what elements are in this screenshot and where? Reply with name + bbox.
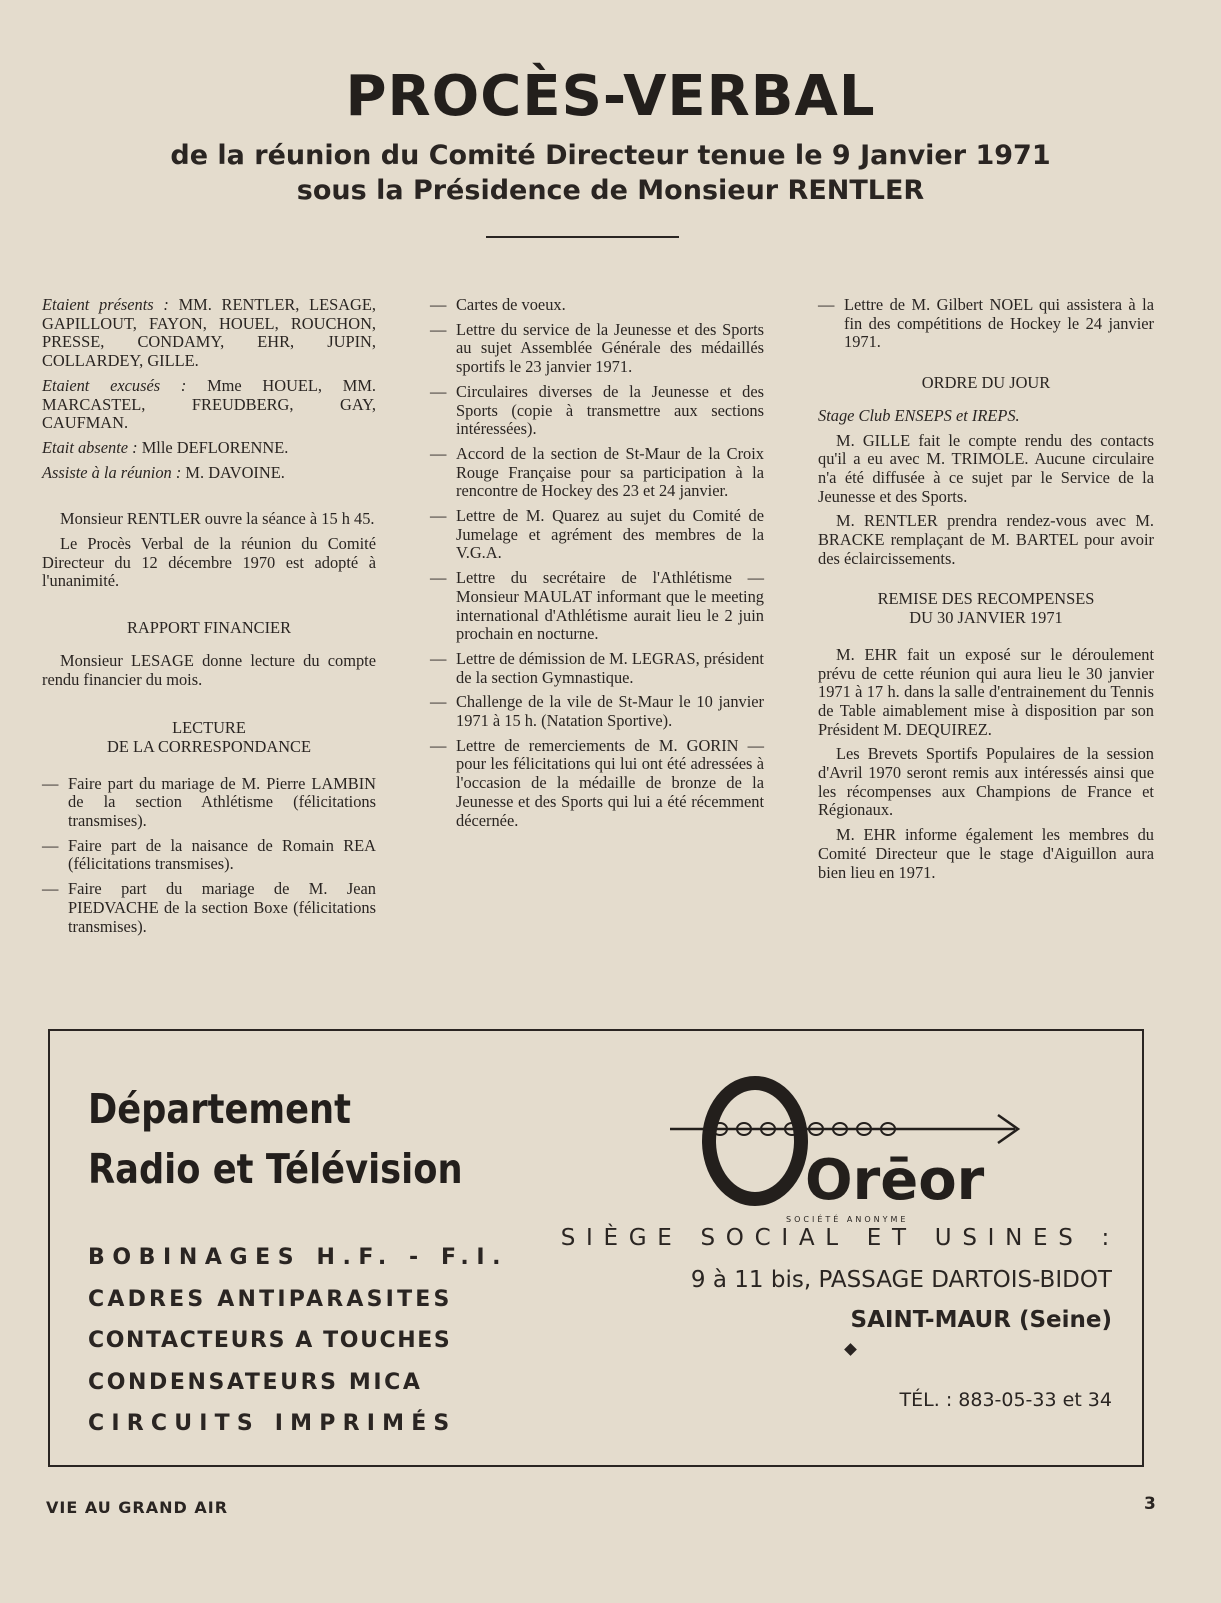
page-subtitle	[0, 138, 1221, 208]
subtitle-line-1: de la réunion du Comité Directeur tenue le 9 Janvier 1971	[170, 140, 1051, 171]
oreor-logo	[660, 1069, 1030, 1219]
excused-paragraph	[42, 377, 376, 433]
list-item: — Faire part du mariage de M. Pierre LAMBIN de la section Athlétisme (félicitations transmises).	[42, 775, 376, 831]
assist-label: Assiste à la réunion :	[42, 462, 182, 482]
remise-heading-line-2: DU 30 JANVIER 1971	[909, 608, 1063, 628]
subtitle-line-2: sous la Présidence de Monsieur RENTLER	[296, 175, 925, 206]
ad-product-item: CIRCUITS IMPRIMÉS	[88, 1411, 457, 1436]
page-number: 3	[1144, 1494, 1156, 1514]
logo-subtitle: SOCIÉTÉ ANONYME	[786, 1215, 909, 1224]
correspondance-heading-line-1: LECTURE	[172, 718, 246, 738]
remise-heading-line-1: REMISE DES RECOMPENSES	[877, 589, 1095, 609]
list-item: — Faire part du mariage de M. Jean PIEDVACHE de la section Boxe (félicitations transmises).	[42, 880, 376, 936]
stage-title: Stage Club ENSEPS et IREPS.	[818, 405, 1020, 425]
excused-names: Mme HOUEL, MM. MARCASTEL, FREUDBERG, GAY, CAUFMAN.	[42, 375, 377, 433]
logo-o-ring	[709, 1083, 801, 1199]
list-item: — Circulaires diverses de la Jeunesse et des Sports (copie à transmettre aux sections intéressées).	[430, 383, 764, 439]
ordre-paragraph-1: M. GILLE fait le compte rendu des contacts qu'il a eu avec M. TRIMOLE. Aucune circulaire n'a été diffusée à ce sujet par le Service de la Jeunesse et des Sports.	[818, 430, 1154, 506]
correspondance-heading-line-2: DE LA CORRESPONDANCE	[107, 736, 311, 756]
address-line-3: SAINT-MAUR (Seine)	[850, 1307, 1112, 1333]
correspondance-heading	[42, 719, 376, 756]
column-1	[42, 296, 376, 942]
ad-department-title	[88, 1079, 463, 1199]
present-names: MM. RENTLER, LESAGE, GAPILLOUT, FAYON, HOUEL, ROUCHON, PRESSE, CONDAMY, EHR, JUPIN, COLLARDEY, GILLE.	[42, 295, 376, 371]
assist-paragraph	[42, 464, 376, 483]
ordre-paragraph-2: M. RENTLER prendra rendez-vous avec M. BRACKE remplaçant de M. BARTEL pour avoir des éclaircissements.	[818, 511, 1154, 568]
address-line-1: SIÈGE SOCIAL ET USINES :	[560, 1225, 1120, 1251]
list-item: — Lettre de démission de M. LEGRAS, président de la section Gymnastique.	[430, 650, 764, 687]
logo-wordmark: Orēor	[805, 1148, 985, 1213]
list-item: — Accord de la section de St-Maur de la Croix Rouge Française pour sa participation à la rencontre de Hockey des 23 et 24 janvier.	[430, 445, 764, 501]
rapport-heading: RAPPORT FINANCIER	[126, 618, 292, 638]
absent-paragraph	[42, 439, 376, 458]
ad-dept-line-1: Département	[88, 1085, 351, 1133]
remise-paragraph-1: M. EHR fait un exposé sur le déroulement prévu de cette réunion qui aura lieu le 30 janvier 1971 à 17 h. dans la salle d'entrainement du Tennis de Table aimablement mise à disposition par son Président M. DEQUIREZ.	[818, 644, 1154, 739]
publication-name: VIE AU GRAND AIR	[46, 1498, 229, 1517]
ad-product-item: CONDENSATEURS MICA	[88, 1369, 423, 1395]
present-label: Etaient présents :	[42, 295, 169, 314]
list-item: — Challenge de la vile de St-Maur le 10 janvier 1971 à 15 h. (Natation Sportive).	[430, 693, 764, 730]
title-divider	[486, 236, 679, 238]
list-item: — Lettre de M. Quarez au sujet du Comité de Jumelage et agrément des membres de la V.G.A.	[430, 507, 764, 563]
opening-paragraph: Monsieur RENTLER ouvre la séance à 15 h 45.	[60, 509, 375, 529]
list-item: — Lettre de remerciements de M. GORIN — pour les félicitations qui lui ont été adressées à l'occasion de la médaille de bronze de la Jeunesse et des Sports qui lui a été récemment décernée.	[430, 737, 764, 831]
page-title: PROCÈS-VERBAL	[345, 64, 876, 129]
ad-product-item: CADRES ANTIPARASITES	[88, 1286, 453, 1312]
minutes-approval-paragraph: Le Procès Verbal de la réunion du Comité Directeur du 12 décembre 1970 est adopté à l'unanimité.	[42, 534, 376, 591]
remise-heading	[818, 590, 1154, 627]
column-2	[430, 296, 764, 836]
ad-product-list	[88, 1237, 508, 1445]
list-item: — Lettre du service de la Jeunesse et des Sports au sujet Assemblée Générale des médaillés sportifs le 23 janvier 1971.	[430, 321, 764, 377]
remise-paragraph-3: M. EHR informe également les membres du Comité Directeur que le stage d'Aiguillon aura bien lieu en 1971.	[818, 825, 1154, 882]
ordre-heading: ORDRE DU JOUR	[921, 373, 1051, 393]
diamond-ornament-icon	[844, 1343, 857, 1356]
address-line-2: 9 à 11 bis, PASSAGE DARTOIS-BIDOT	[690, 1267, 1112, 1293]
advertisement-box	[48, 1029, 1144, 1467]
absent-label: Etait absente :	[42, 437, 138, 457]
phone-number: TÉL. : 883-05-33 et 34	[899, 1389, 1112, 1411]
excused-label: Etaient excusés :	[42, 375, 187, 395]
list-item: — Faire part de la naisance de Romain REA (félicitations transmises).	[42, 837, 376, 874]
ad-product-item: CONTACTEURS A TOUCHES	[88, 1328, 452, 1353]
ad-dept-line-2: Radio et Télévision	[88, 1145, 463, 1193]
present-paragraph	[42, 296, 376, 371]
absent-names: Mlle DEFLORENNE.	[141, 437, 289, 457]
list-item: — Cartes de voeux.	[430, 296, 764, 315]
assist-names: M. DAVOINE.	[185, 462, 285, 482]
rapport-paragraph: Monsieur LESAGE donne lecture du compte rendu financier du mois.	[42, 650, 376, 689]
list-item: — Lettre de M. Gilbert NOEL qui assistera à la fin des compétitions de Hockey le 24 janvier 1971.	[818, 296, 1154, 352]
list-item: — Lettre du secrétaire de l'Athlétisme — Monsieur MAULAT informant que le meeting international d'Athlétisme aurait lieu le 2 juin prochain en nocturne.	[430, 569, 764, 644]
remise-paragraph-2: Les Brevets Sportifs Populaires de la session d'Avril 1970 seront remis aux intéressés ainsi que les récompenses aux Champions de France et Régionaux.	[818, 744, 1154, 820]
ad-product-item: BOBINAGES H.F. - F.I.	[88, 1245, 509, 1270]
column-3	[818, 296, 1154, 888]
